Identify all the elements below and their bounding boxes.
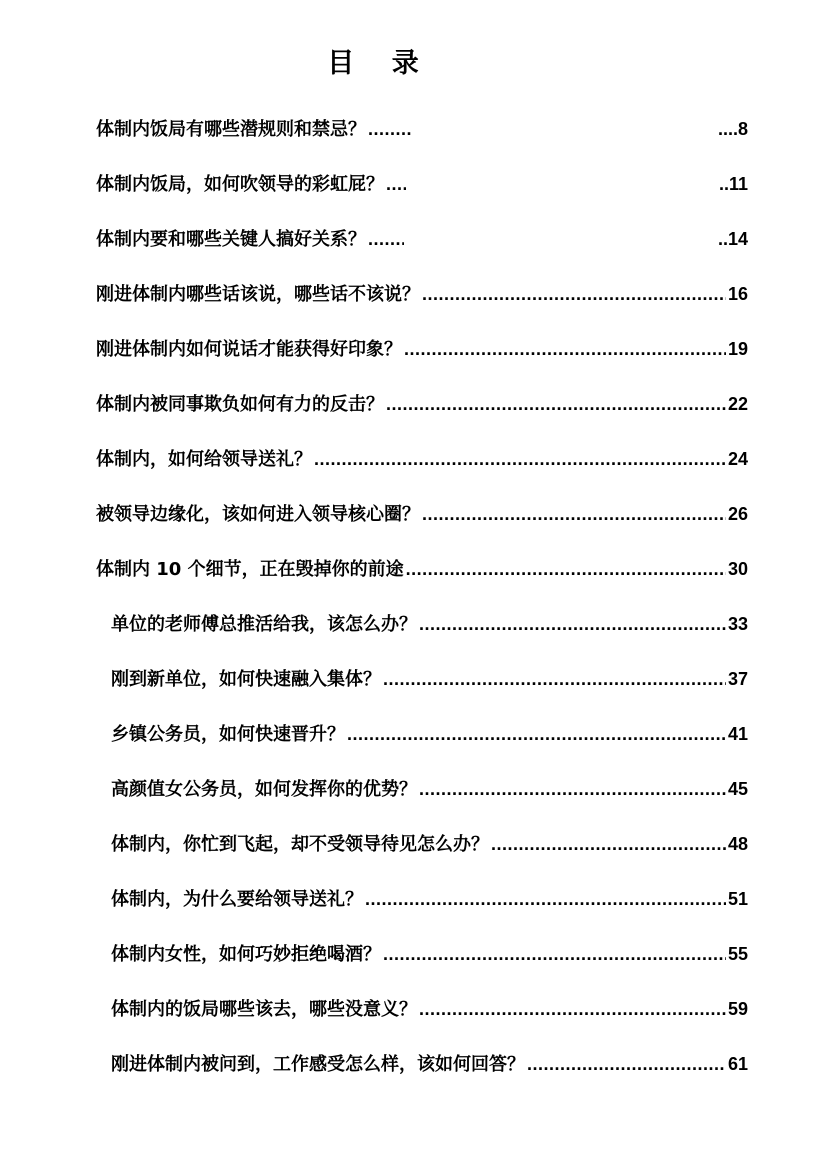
toc-page-number: 26 [727,504,748,524]
toc-entry-title: 体制内饭局有哪些潜规则和禁忌？ [96,119,366,140]
toc-page-number: 24 [727,449,748,469]
toc-entry[interactable] [111,1049,748,1079]
toc-entry-title: 体制内，为什么要给领导送礼？ [111,889,363,910]
toc-page-number: 41 [727,724,748,744]
toc-entry[interactable] [96,169,748,199]
toc-leader [365,884,726,914]
toc-leader [347,719,726,749]
toc-leader [368,224,404,254]
toc-leader [368,114,412,144]
toc-entry[interactable] [111,664,748,694]
toc-leader-tail: .. [718,174,729,194]
toc-page-number: 45 [727,779,748,799]
toc-leader [491,829,726,859]
toc-page-number: 14 [727,229,748,249]
toc-leader [419,994,726,1024]
toc-entry[interactable] [111,609,748,639]
toc-page-number: 30 [727,559,748,579]
toc-leader [419,774,726,804]
toc-page-number: 33 [727,614,748,634]
toc-entry-title: 被领导边缘化，该如何进入领导核心圈？ [96,504,420,525]
toc-entry-title: 刚进体制内哪些话该说，哪些话不该说？ [96,284,420,305]
toc-leader [422,499,726,529]
toc-page-number: 11 [728,174,748,194]
toc-leader [386,389,726,419]
toc-leader [386,169,406,199]
toc-entry-title: 单位的老师傅总推活给我，该怎么办？ [111,614,417,635]
toc-page-number: 59 [727,999,748,1019]
toc-leader [404,334,726,364]
toc-entry-title: 体制内 10 个细节，正在毁掉你的前途 [96,559,404,580]
toc-leader [527,1049,726,1079]
toc-page-number: 55 [727,944,748,964]
toc-entry[interactable] [96,554,748,584]
toc-entry[interactable] [96,389,748,419]
toc-entry[interactable] [96,114,748,144]
toc-entry[interactable] [111,774,748,804]
toc-entry-title: 体制内要和哪些关键人搞好关系？ [96,229,366,250]
toc-entry[interactable] [111,884,748,914]
toc-entry-title: 刚到新单位，如何快速融入集体？ [111,669,381,690]
toc-page-number: 61 [727,1054,748,1074]
toc-entry-title: 体制内，你忙到飞起，却不受领导待见怎么办？ [111,834,489,855]
toc-page-number: 48 [727,834,748,854]
toc-leader [383,664,726,694]
toc-leader [314,444,726,474]
toc-page-number: 51 [727,889,748,909]
toc-page-number: 22 [727,394,748,414]
toc-leader [419,609,726,639]
toc-title: 目 录 [327,48,433,79]
toc-entry-title: 乡镇公务员，如何快速晋升？ [111,724,345,745]
toc-entry-title: 体制内女性，如何巧妙拒绝喝酒？ [111,944,381,965]
toc-entry[interactable] [96,224,748,254]
toc-entry[interactable] [96,279,748,309]
toc-entry-title: 体制内的饭局哪些该去，哪些没意义？ [111,999,417,1020]
toc-leader-tail: .... [717,119,738,139]
toc-entry[interactable] [96,334,748,364]
toc-entry-title: 体制内饭局，如何吹领导的彩虹屁？ [96,174,384,195]
toc-page-number: 19 [727,339,748,359]
toc-leader [406,554,726,584]
toc-entry[interactable] [96,499,748,529]
toc-entry[interactable] [96,444,748,474]
toc-leader-tail: .. [717,229,728,249]
toc-page-number: 16 [727,284,748,304]
toc-page-number: 37 [727,669,748,689]
toc-entry-title: 体制内，如何给领导送礼？ [96,449,312,470]
toc-page-number: 8 [737,119,748,139]
toc-entry[interactable] [111,939,748,969]
toc-entry-title: 刚进体制内如何说话才能获得好印象？ [96,339,402,360]
toc-entry-title: 高颜值女公务员，如何发挥你的优势？ [111,779,417,800]
toc-entry[interactable] [111,994,748,1024]
toc-entry[interactable] [111,829,748,859]
toc-leader [383,939,726,969]
toc-entry-title: 刚进体制内被问到，工作感受怎么样，该如何回答？ [111,1054,525,1075]
toc-entry-title: 体制内被同事欺负如何有力的反击？ [96,394,384,415]
toc-entry[interactable] [111,719,748,749]
toc-leader [422,279,726,309]
